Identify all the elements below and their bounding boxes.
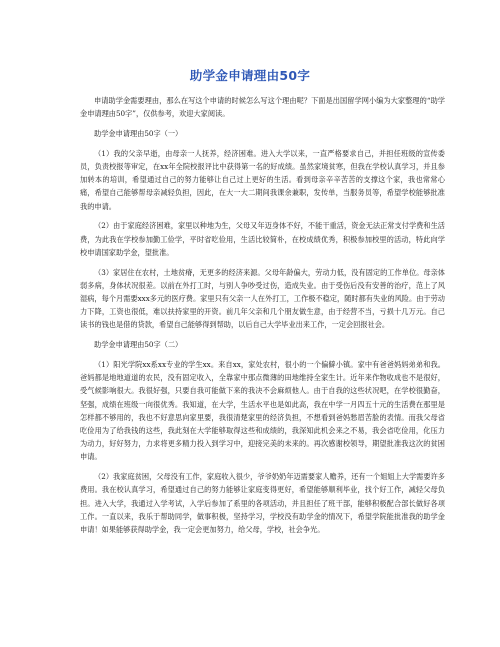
page-title: 助学金申请理由50字 (189, 68, 311, 83)
paragraph: （2）由于家庭经济困难，家里以种地为生，父母又年迈身体不好，不能干重活，资金无法正常支付学费和生活费，为此我在学校参加勤工俭学，平时省吃俭用，生活比较简朴，在校成绩优秀，积极参加校里的活动，特此向学校申请国家助学金，望批准。 (80, 221, 445, 257)
section-heading-1: 助学金申请理由50字（一） (94, 129, 183, 138)
paragraph: （1）阳光学院xx系xx专业的学生xx。来自xx，家处农村，很小的一个偏僻小镇。家中有爸爸妈妈弟弟和我。爸妈都是地地道道的农民，没有固定收入，全靠家中那点微薄的田地维持全家生计。近年来作物收成也不是很好，受气候影响很大。我很好强，只要自我可能做下来的我决不会麻烦他人。由于自我的这些状况吧，在学校很勤奋，坚强，成绩在班级一向很优秀。我知道，在大学，生活水平也是如此高，我在中学一月四五十元的生活费在那里是怎样都不够用的，我也不好意思向家里要，我很清楚家里的经济负担，不想看到爸妈愁眉苦脸的表情。而我父母省吃俭用为了给我钱的这些，我此刻在大学能够取得这些和成绩的，我深知此机会来之不易，我会省吃俭用，化压力为动力，好好努力，力求将更多精力投入到学习中，迎接完美的未来的。再次感谢校领导，期望批准我这次的贫困申请。 (80, 360, 445, 462)
document-body (80, 94, 445, 543)
intro-paragraph: 申请助学金需要理由，那么在写这个申请的时候怎么写这个理由呢？下面是出国留学网小编为大家整理的“助学金申请理由50字”，仅供参考，欢迎大家阅读。 (80, 96, 445, 119)
paragraph: （1）我的父亲早逝，由母亲一人抚养，经济困难。进入大学以来，一直严格要求自己，并担任班级的宣传委员，负责校报等审定，在xx年全院校报评比中获得第一名的好成绩。虽然家境贫寒，但我在学校认真学习，并且参加转本的培训，希望通过自己的努力能够让自己过上更好的生活。看到母亲辛辛苦苦的支撑这个家，我也常常心痛，希望自己能够帮母亲减轻负担，因此，在大一大二期间我课余兼职，发传单，当服务员等，希望学校能够批准我的申请。 (80, 148, 445, 211)
section-heading-2: 助学金申请理由50字（二） (94, 340, 183, 350)
paragraph: （3）家居住在农村，土地贫瘠，无更多的经济来源。父母年龄偏大，劳动力低，没有固定的工作单位。母亲体弱多病，身体状况很差。以前在外打工时，与别人争吵受过伤，造成失业。由于受伤后没有安善的治疗，范上了风湿病，每个月需要xxx多元的医疗费。家里只有父亲一人在外打工，工作极不稳定，随时都有失业的风险。由于劳动力下降，工资也很低，难以扶持家里的开资。前几年父亲和几个朋友做生意，由于经营不当，亏损十几万元。自己读书的钱也是借的贷款，希望自己能够得到帮助，以后自己大学毕业出来工作，一定会回报社会。 (80, 267, 445, 330)
paragraph: （2）我家庭贫困，父母没有工作，家庭收入很少，爷爷奶奶年迈需要家人赡养，还有一个姐姐上大学需要许多费用。我在校认真学习，希望通过自己的努力能够让家庭变得更好，希望能够顺利毕业，找个好工作，减轻父母负担。进入大学，我通过入学考试，入学后参加了系里的各项活动，并且担任了班干部，能够积极配合部长做好各项工作。一直以来，我乐于帮助同学，做事积极，坚持学习，学校没有助学金的情况下，希望学院能批准我的助学金申请！如果能够获得助学金，我一定会更加努力，给父母，学校，社会争光。 (80, 472, 445, 535)
